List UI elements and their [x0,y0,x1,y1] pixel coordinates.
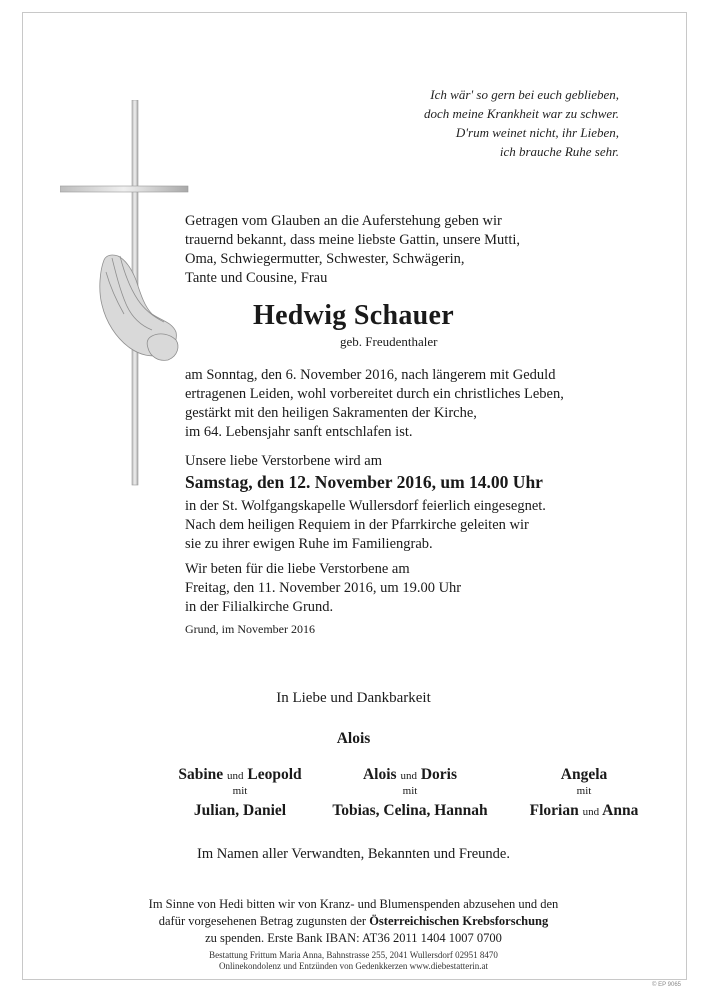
family-group [320,766,500,820]
cross-praying-hands-icon [60,100,190,490]
donation-line [0,913,707,930]
print-code: © EP 9065 [652,982,681,988]
poem-line: Ich wär' so gern bei euch geblieben, [430,87,619,102]
passing-line: im 64. Lebensjahr sanft entschlafen ist. [185,424,413,440]
poem-line: doch meine Krankheit war zu schwer. [424,106,619,121]
funeral-line: sie zu ihrer ewigen Ruhe im Familiengrab. [185,536,433,552]
mit-connector: mit [402,785,418,797]
funeral-announce: Unsere liebe Verstorbene wird am [185,453,383,469]
mit-connector: mit [232,785,248,797]
relatives-line: Im Namen aller Verwandten, Bekannten und Freunde. [197,846,510,862]
charity-name: Österreichischen Krebsforschung [369,914,549,928]
und-connector: und [582,806,600,818]
donation-line: zu spenden. Erste Bank IBAN: AT36 2011 1404 1007 0700 [205,931,502,945]
deceased-name: Hedwig Schauer [253,300,454,331]
intro-line: trauernd bekannt, dass meine liebste Gattin, unsere Mutti, [185,232,521,248]
family-group [150,766,330,820]
intro-text [185,212,605,288]
funeral-line: in der St. Wolfgangskapelle Wullersdorf feierlich eingesegnet. [185,498,546,514]
donation-text: dafür vorgesehenen Betrag zugunsten der [158,914,370,928]
parent-name: Angela [560,766,608,783]
children-names [320,802,500,820]
parents-pair [494,766,674,784]
memorial-poem [424,85,619,161]
intro-line: Getragen vom Glauben an die Auferstehung geben wir [185,213,502,229]
child-name: Anna [602,802,639,819]
passing-line: gestärkt mit den heiligen Sakramenten der Kirche, [185,405,477,421]
funeral-date-time: Samstag, den 12. November 2016, um 14.00 Uhr [185,472,543,492]
donation-line: Im Sinne von Hedi bitten wir von Kranz- und Blumenspenden abzusehen und den [148,897,559,911]
parent-name: Leopold [247,766,302,783]
donation-request [0,896,707,947]
parent-name: Sabine [178,766,224,783]
intro-line: Tante und Cousine, Frau [185,270,328,286]
poem-line: ich brauche Ruhe sehr. [499,144,619,159]
mit-connector: mit [576,785,592,797]
funeral-line: Nach dem heiligen Requiem in der Pfarrkirche geleiten wir [185,517,529,533]
passing-line: am Sonntag, den 6. November 2016, nach längerem mit Geduld [185,367,556,383]
poem-line: D'rum weinet nicht, ihr Lieben, [455,125,619,140]
closing-phrase: In Liebe und Dankbarkeit [276,690,431,706]
passing-line: ertragenen Leiden, wohl vorbereitet durch ein christliches Leben, [185,386,564,402]
family-group [494,766,674,820]
footer-line: Bestattung Frittum Maria Anna, Bahnstrasse 255, 2041 Wullersdorf 02951 8470 [209,950,498,960]
intro-line: Oma, Schwiegermutter, Schwester, Schwägerin, [185,251,465,267]
und-connector: und [400,770,417,782]
funeral-details [185,497,625,554]
funeral-home-footer [0,950,707,972]
maiden-name: geb. Freudenthaler [340,334,438,349]
parents-pair [150,766,330,784]
parent-name: Doris [420,766,457,783]
husband-name: Alois [336,730,371,747]
child-name: Tobias, Celina, Hannah [332,802,488,819]
prayer-text [185,560,625,617]
passing-text [185,366,625,442]
prayer-line: Freitag, den 11. November 2016, um 19.00 Uhr [185,580,462,596]
child-name: Julian, Daniel [193,802,287,819]
und-connector: und [227,770,244,782]
parents-pair [320,766,500,784]
children-names [150,802,330,820]
place-date: Grund, im November 2016 [185,622,315,636]
prayer-line: in der Filialkirche Grund. [185,599,334,615]
children-names [494,802,674,820]
child-name: Florian [529,802,579,819]
footer-line: Onlinekondolenz und Entzünden von Gedenkkerzen www.diebestatterin.at [218,961,489,971]
prayer-line: Wir beten für die liebe Verstorbene am [185,561,410,577]
parent-name: Alois [362,766,397,783]
